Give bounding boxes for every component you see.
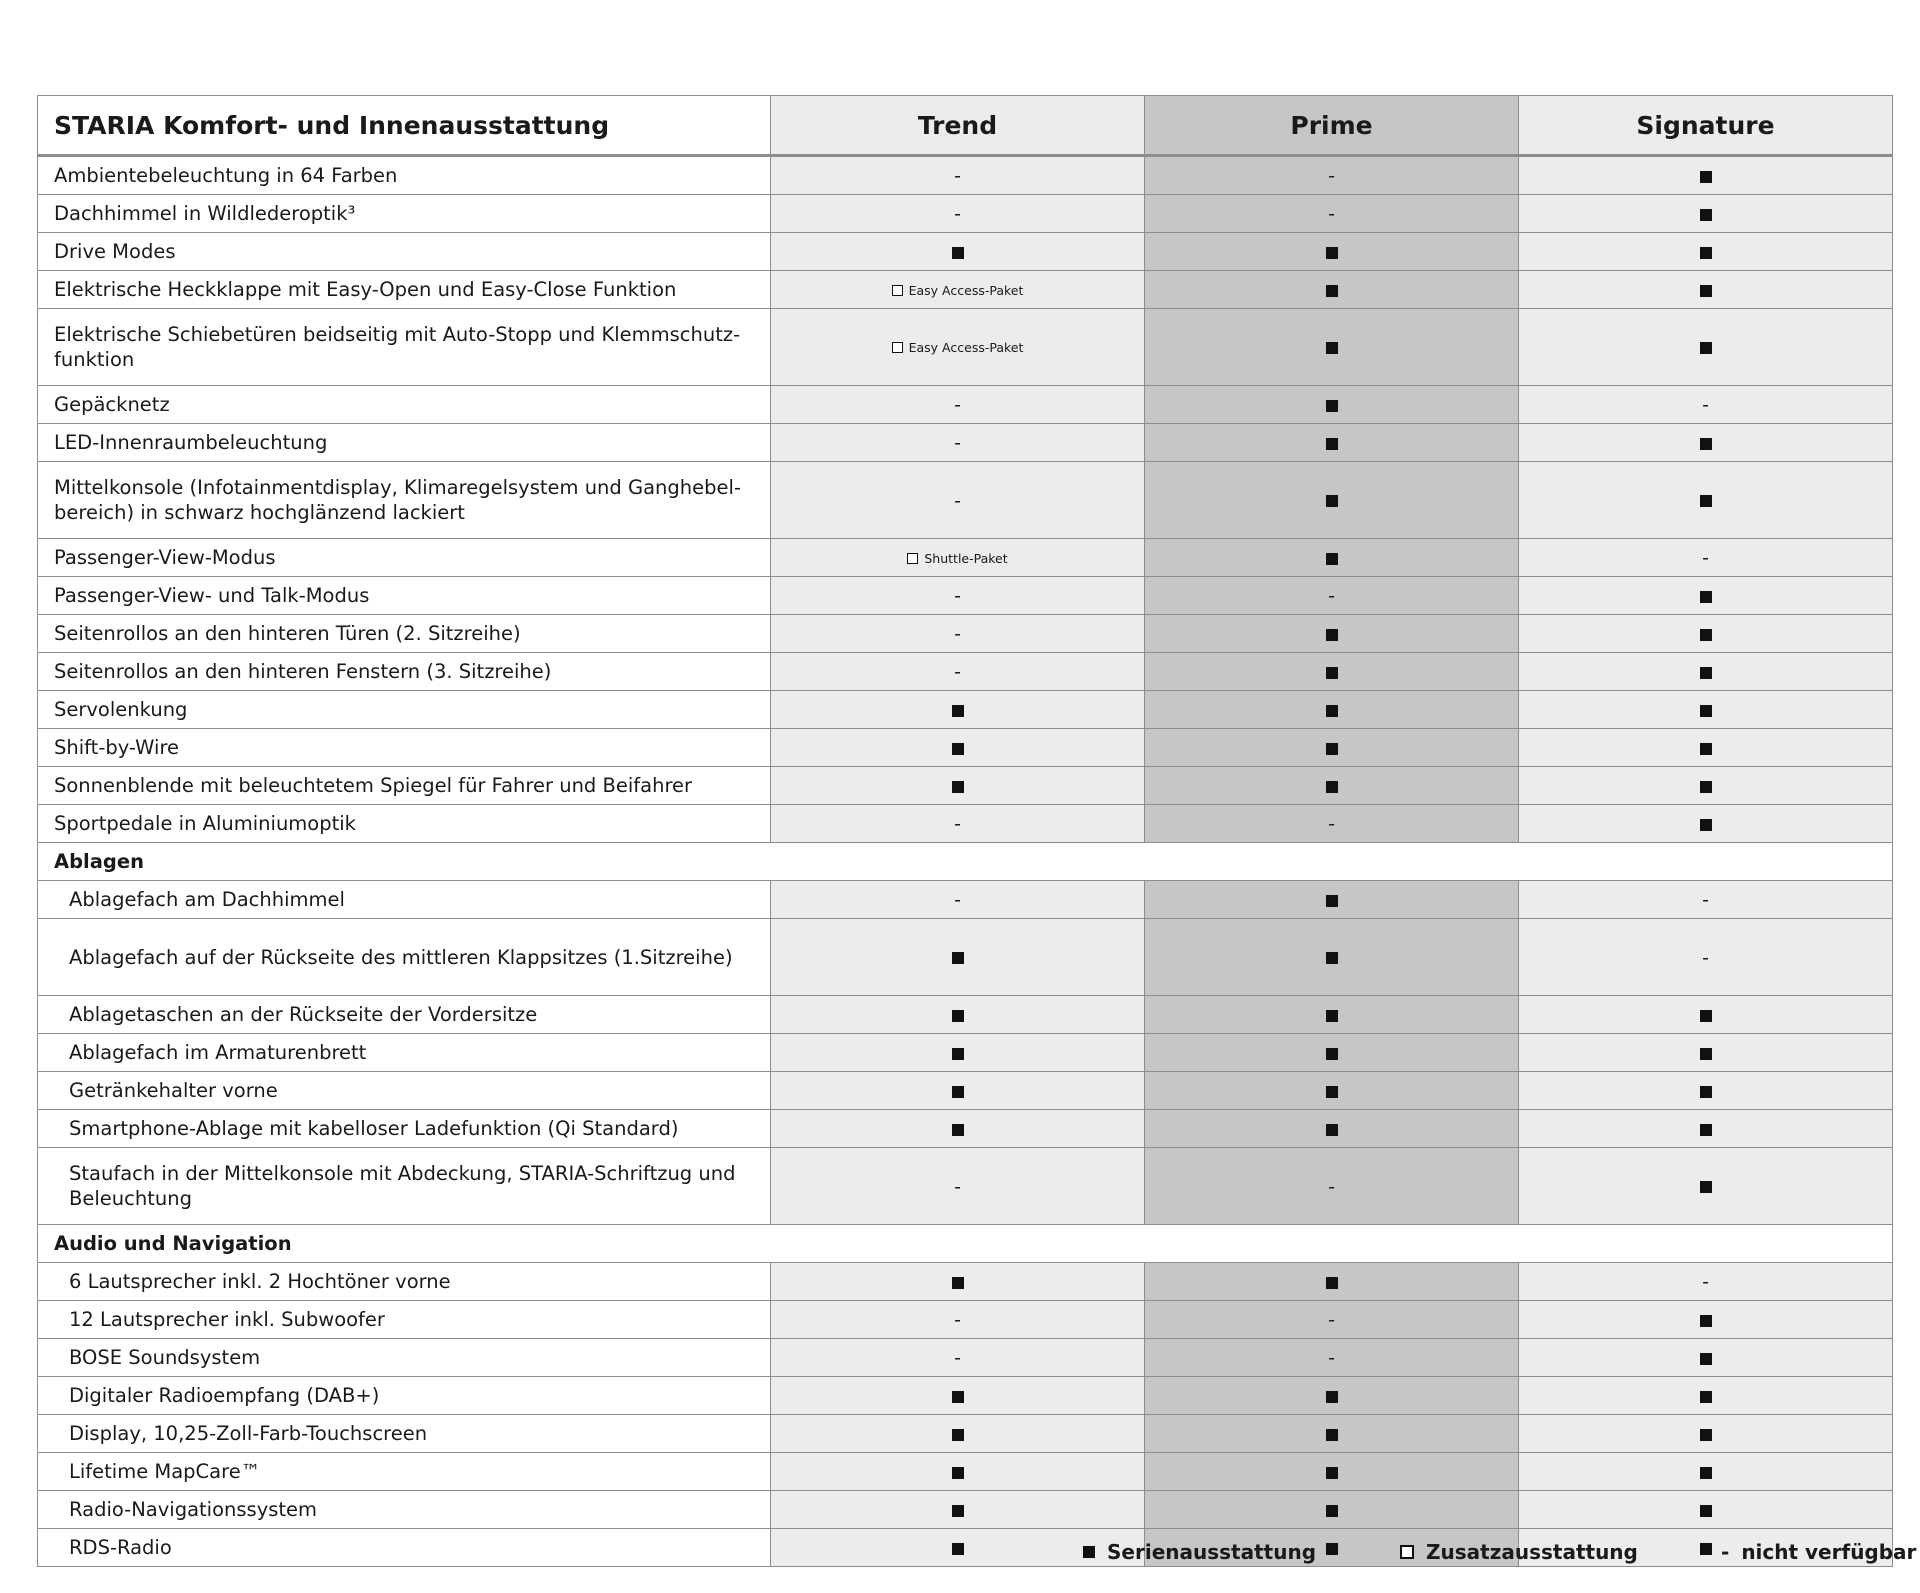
filled-square-icon xyxy=(1700,1124,1712,1136)
filled-square-icon xyxy=(952,952,964,964)
filled-square-icon xyxy=(1700,1086,1712,1098)
feature-label: Drive Modes xyxy=(38,233,771,271)
table-row xyxy=(38,691,1893,729)
value-cell-prime xyxy=(1145,1415,1519,1453)
value-cell-signature xyxy=(1519,271,1893,309)
filled-square-icon xyxy=(952,1124,964,1136)
filled-square-icon xyxy=(1326,667,1338,679)
value-cell-signature xyxy=(1519,1263,1893,1301)
table-header-row xyxy=(38,96,1893,156)
package-label: Shuttle-Paket xyxy=(924,550,1008,566)
feature-label: BOSE Soundsystem xyxy=(38,1339,771,1377)
table-row xyxy=(38,615,1893,653)
filled-square-icon xyxy=(952,1086,964,1098)
filled-square-icon xyxy=(952,1467,964,1479)
filled-square-icon xyxy=(1326,895,1338,907)
value-cell-prime xyxy=(1145,919,1519,996)
legend-standard-label: Serienausstattung xyxy=(1107,1540,1317,1564)
empty-square-icon xyxy=(1400,1545,1414,1559)
dash-icon: - xyxy=(954,1175,961,1198)
filled-square-icon xyxy=(1326,1048,1338,1060)
value-cell-signature xyxy=(1519,424,1893,462)
table-row xyxy=(38,577,1893,615)
value-cell-prime xyxy=(1145,1110,1519,1148)
feature-label: Ablagefach am Dachhimmel xyxy=(38,881,771,919)
table-row xyxy=(38,271,1893,309)
value-cell-trend xyxy=(771,1339,1145,1377)
feature-label: Ablagefach im Armaturenbrett xyxy=(38,1034,771,1072)
optional-package xyxy=(892,335,1024,360)
value-cell-signature xyxy=(1519,691,1893,729)
value-cell-prime xyxy=(1145,691,1519,729)
dash-icon: - xyxy=(1702,946,1709,969)
value-cell-signature xyxy=(1519,539,1893,577)
filled-square-icon xyxy=(1326,495,1338,507)
table-row xyxy=(38,1034,1893,1072)
filled-square-icon xyxy=(1700,743,1712,755)
feature-label: Passenger-View-Modus xyxy=(38,539,771,577)
dash-icon: - xyxy=(1702,1271,1709,1293)
value-cell-prime xyxy=(1145,539,1519,577)
dash-icon: - xyxy=(1328,165,1335,187)
value-cell-signature xyxy=(1519,156,1893,195)
filled-square-icon xyxy=(1700,209,1712,221)
value-cell-trend xyxy=(771,881,1145,919)
value-cell-signature xyxy=(1519,195,1893,233)
feature-label: Shift-by-Wire xyxy=(38,729,771,767)
table-row xyxy=(38,539,1893,577)
filled-square-icon xyxy=(1700,1048,1712,1060)
value-cell-prime xyxy=(1145,881,1519,919)
filled-square-icon xyxy=(952,1505,964,1517)
feature-label: Elektrische Heckklappe mit Easy-Open und Easy-Close Funktion xyxy=(38,271,771,309)
value-cell-prime xyxy=(1145,805,1519,843)
feature-label: Elektrische Schiebetüren beidseitig mit Auto-Stopp und Klemmschutz-funktion xyxy=(38,309,771,386)
column-header-signature: Signature xyxy=(1519,96,1893,156)
table-row xyxy=(38,195,1893,233)
dash-icon: - xyxy=(954,585,961,607)
filled-square-icon xyxy=(1700,495,1712,507)
feature-label: Ablagefach auf der Rückseite des mittleren Klappsitzes (1.Sitzreihe) xyxy=(38,919,771,996)
value-cell-trend xyxy=(771,156,1145,195)
value-cell-prime xyxy=(1145,577,1519,615)
filled-square-icon xyxy=(1700,1315,1712,1327)
empty-square-icon xyxy=(892,342,903,353)
value-cell-trend xyxy=(771,919,1145,996)
dash-icon: - xyxy=(954,623,961,645)
value-cell-trend xyxy=(771,1377,1145,1415)
table-row xyxy=(38,1072,1893,1110)
package-label: Easy Access-Paket xyxy=(908,282,1024,298)
feature-label: RDS-Radio xyxy=(38,1529,771,1567)
table-row xyxy=(38,386,1893,424)
value-cell-trend xyxy=(771,1301,1145,1339)
legend-item-optional xyxy=(1400,1540,1638,1564)
dash-icon: - xyxy=(1702,547,1709,569)
value-cell-prime xyxy=(1145,1034,1519,1072)
feature-label: Getränkehalter vorne xyxy=(38,1072,771,1110)
value-cell-prime xyxy=(1145,1339,1519,1377)
value-cell-trend xyxy=(771,767,1145,805)
value-cell-prime xyxy=(1145,271,1519,309)
feature-label: Display, 10,25-Zoll-Farb-Touchscreen xyxy=(38,1415,771,1453)
dash-icon: - xyxy=(954,1309,961,1331)
value-cell-signature xyxy=(1519,577,1893,615)
value-cell-signature xyxy=(1519,462,1893,539)
value-cell-trend xyxy=(771,577,1145,615)
value-cell-signature xyxy=(1519,729,1893,767)
table-row xyxy=(38,1148,1893,1225)
value-cell-trend xyxy=(771,309,1145,386)
value-cell-signature xyxy=(1519,767,1893,805)
value-cell-trend xyxy=(771,1415,1145,1453)
value-cell-prime xyxy=(1145,156,1519,195)
dash-icon: - xyxy=(1721,1540,1730,1564)
legend-unavailable-label: nicht verfügbar xyxy=(1741,1540,1917,1564)
table-row xyxy=(38,1339,1893,1377)
dash-icon: - xyxy=(954,1347,961,1369)
value-cell-signature xyxy=(1519,1415,1893,1453)
feature-label: Staufach in der Mittelkonsole mit Abdeckung, STARIA-Schriftzug und Beleuchtung xyxy=(38,1148,771,1225)
package-label: Easy Access-Paket xyxy=(908,340,1024,355)
value-cell-signature xyxy=(1519,1072,1893,1110)
value-cell-prime xyxy=(1145,767,1519,805)
filled-square-icon xyxy=(952,247,964,259)
dash-icon: - xyxy=(1328,813,1335,835)
value-cell-prime xyxy=(1145,424,1519,462)
filled-square-icon xyxy=(1326,952,1338,964)
filled-square-icon xyxy=(952,1277,964,1289)
legend-item-standard xyxy=(1083,1540,1316,1564)
value-cell-trend xyxy=(771,539,1145,577)
filled-square-icon xyxy=(1700,1505,1712,1517)
feature-label: Radio-Navigationssystem xyxy=(38,1491,771,1529)
value-cell-prime xyxy=(1145,1491,1519,1529)
feature-label: Digitaler Radioempfang (DAB+) xyxy=(38,1377,771,1415)
value-cell-trend xyxy=(771,615,1145,653)
value-cell-prime xyxy=(1145,1453,1519,1491)
value-cell-prime xyxy=(1145,1263,1519,1301)
table-row xyxy=(38,996,1893,1034)
feature-label: Seitenrollos an den hinteren Türen (2. Sitzreihe) xyxy=(38,615,771,653)
table-row xyxy=(38,462,1893,539)
filled-square-icon xyxy=(1700,247,1712,259)
value-cell-prime xyxy=(1145,462,1519,539)
filled-square-icon xyxy=(1700,1391,1712,1403)
filled-square-icon xyxy=(1326,1391,1338,1403)
table-row xyxy=(38,1415,1893,1453)
value-cell-prime xyxy=(1145,996,1519,1034)
value-cell-signature xyxy=(1519,1377,1893,1415)
dash-icon: - xyxy=(954,661,961,683)
value-cell-signature xyxy=(1519,1491,1893,1529)
filled-square-icon xyxy=(1326,1277,1338,1289)
filled-square-icon xyxy=(952,1429,964,1441)
feature-label: LED-Innenraumbeleuchtung xyxy=(38,424,771,462)
value-cell-prime xyxy=(1145,729,1519,767)
filled-square-icon xyxy=(1700,591,1712,603)
value-cell-signature xyxy=(1519,1339,1893,1377)
value-cell-trend xyxy=(771,386,1145,424)
value-cell-trend xyxy=(771,805,1145,843)
filled-square-icon xyxy=(952,705,964,717)
feature-label: Smartphone-Ablage mit kabelloser Ladefunktion (Qi Standard) xyxy=(38,1110,771,1148)
filled-square-icon xyxy=(1326,781,1338,793)
value-cell-signature xyxy=(1519,615,1893,653)
table-row xyxy=(38,919,1893,996)
feature-label: Servolenkung xyxy=(38,691,771,729)
table-row xyxy=(38,653,1893,691)
value-cell-prime xyxy=(1145,1301,1519,1339)
filled-square-icon xyxy=(1700,667,1712,679)
filled-square-icon xyxy=(1700,1181,1712,1193)
value-cell-trend xyxy=(771,729,1145,767)
filled-square-icon xyxy=(1700,781,1712,793)
table-row xyxy=(38,881,1893,919)
equipment-table xyxy=(37,95,1893,1567)
value-cell-signature xyxy=(1519,386,1893,424)
value-cell-prime xyxy=(1145,195,1519,233)
filled-square-icon xyxy=(1700,629,1712,641)
filled-square-icon xyxy=(1326,285,1338,297)
table-row xyxy=(38,767,1893,805)
feature-label: Lifetime MapCare™ xyxy=(38,1453,771,1491)
filled-square-icon xyxy=(1700,1010,1712,1022)
dash-icon: - xyxy=(1328,1347,1335,1369)
value-cell-trend xyxy=(771,424,1145,462)
dash-icon: - xyxy=(954,489,961,512)
filled-square-icon xyxy=(1326,438,1338,450)
filled-square-icon xyxy=(1700,342,1712,354)
value-cell-signature xyxy=(1519,309,1893,386)
value-cell-trend xyxy=(771,996,1145,1034)
value-cell-signature xyxy=(1519,1148,1893,1225)
filled-square-icon xyxy=(1326,247,1338,259)
table-row xyxy=(38,424,1893,462)
table-row xyxy=(38,1263,1893,1301)
column-header-trend: Trend xyxy=(771,96,1145,156)
table-row xyxy=(38,1453,1893,1491)
value-cell-signature xyxy=(1519,919,1893,996)
table-row xyxy=(38,1110,1893,1148)
filled-square-icon xyxy=(1326,342,1338,354)
dash-icon: - xyxy=(1702,889,1709,911)
section-title: Audio und Navigation xyxy=(38,1225,1893,1263)
value-cell-trend xyxy=(771,653,1145,691)
value-cell-signature xyxy=(1519,1301,1893,1339)
value-cell-prime xyxy=(1145,1377,1519,1415)
table-row xyxy=(38,1491,1893,1529)
dash-icon: - xyxy=(1328,1309,1335,1331)
value-cell-signature xyxy=(1519,1034,1893,1072)
filled-square-icon xyxy=(1326,1086,1338,1098)
column-header-prime: Prime xyxy=(1145,96,1519,156)
table-row xyxy=(38,156,1893,195)
value-cell-prime xyxy=(1145,233,1519,271)
filled-square-icon xyxy=(1326,553,1338,565)
feature-label: Gepäcknetz xyxy=(38,386,771,424)
dash-icon: - xyxy=(954,165,961,187)
optional-package xyxy=(892,278,1024,303)
filled-square-icon xyxy=(1326,629,1338,641)
dash-icon: - xyxy=(954,203,961,225)
filled-square-icon xyxy=(1700,1429,1712,1441)
table-body xyxy=(38,156,1893,1567)
value-cell-prime xyxy=(1145,1072,1519,1110)
value-cell-signature xyxy=(1519,996,1893,1034)
value-cell-prime xyxy=(1145,386,1519,424)
value-cell-prime xyxy=(1145,653,1519,691)
value-cell-trend xyxy=(771,1148,1145,1225)
filled-square-icon xyxy=(1326,743,1338,755)
dash-icon: - xyxy=(1328,1175,1335,1198)
section-header-row xyxy=(38,1225,1893,1263)
empty-square-icon xyxy=(892,285,903,296)
empty-square-icon xyxy=(907,553,918,564)
feature-label: Seitenrollos an den hinteren Fenstern (3. Sitzreihe) xyxy=(38,653,771,691)
value-cell-trend xyxy=(771,1453,1145,1491)
feature-label: Sportpedale in Aluminiumoptik xyxy=(38,805,771,843)
value-cell-signature xyxy=(1519,653,1893,691)
filled-square-icon xyxy=(952,781,964,793)
value-cell-trend xyxy=(771,1263,1145,1301)
feature-label: Sonnenblende mit beleuchtetem Spiegel für Fahrer und Beifahrer xyxy=(38,767,771,805)
filled-square-icon xyxy=(1700,438,1712,450)
value-cell-trend xyxy=(771,195,1145,233)
filled-square-icon xyxy=(1700,285,1712,297)
optional-package xyxy=(907,546,1007,571)
legend-optional-label: Zusatzausstattung xyxy=(1426,1540,1638,1564)
table-row xyxy=(38,729,1893,767)
value-cell-trend xyxy=(771,462,1145,539)
filled-square-icon xyxy=(1326,705,1338,717)
filled-square-icon xyxy=(952,1048,964,1060)
value-cell-prime xyxy=(1145,1148,1519,1225)
value-cell-trend xyxy=(771,1072,1145,1110)
filled-square-icon xyxy=(1083,1546,1095,1558)
feature-label: 12 Lautsprecher inkl. Subwoofer xyxy=(38,1301,771,1339)
filled-square-icon xyxy=(1326,400,1338,412)
filled-square-icon xyxy=(1326,1467,1338,1479)
dash-icon: - xyxy=(954,432,961,454)
filled-square-icon xyxy=(1326,1505,1338,1517)
filled-square-icon xyxy=(1326,1124,1338,1136)
value-cell-trend xyxy=(771,691,1145,729)
value-cell-signature xyxy=(1519,1110,1893,1148)
value-cell-signature xyxy=(1519,805,1893,843)
dash-icon: - xyxy=(954,889,961,911)
value-cell-signature xyxy=(1519,233,1893,271)
feature-label: Dachhimmel in Wildlederoptik³ xyxy=(38,195,771,233)
value-cell-trend xyxy=(771,233,1145,271)
filled-square-icon xyxy=(1700,171,1712,183)
filled-square-icon xyxy=(952,1010,964,1022)
feature-label: Mittelkonsole (Infotainmentdisplay, Klimaregelsystem und Ganghebel-bereich) in schwarz hochglänzend lackiert xyxy=(38,462,771,539)
dash-icon: - xyxy=(1702,394,1709,416)
legend-item-unavailable xyxy=(1721,1540,1916,1564)
table-title: STARIA Komfort- und Innenausstattung xyxy=(38,96,771,156)
value-cell-prime xyxy=(1145,615,1519,653)
filled-square-icon xyxy=(1326,1010,1338,1022)
filled-square-icon xyxy=(1700,819,1712,831)
dash-icon: - xyxy=(1328,585,1335,607)
value-cell-trend xyxy=(771,1491,1145,1529)
table-row xyxy=(38,233,1893,271)
value-cell-trend xyxy=(771,1110,1145,1148)
filled-square-icon xyxy=(1700,705,1712,717)
section-title: Ablagen xyxy=(38,843,1893,881)
table-row xyxy=(38,1301,1893,1339)
feature-label: 6 Lautsprecher inkl. 2 Hochtöner vorne xyxy=(38,1263,771,1301)
feature-label: Ambientebeleuchtung in 64 Farben xyxy=(38,156,771,195)
value-cell-trend xyxy=(771,271,1145,309)
dash-icon: - xyxy=(1328,203,1335,225)
feature-label: Passenger-View- und Talk-Modus xyxy=(38,577,771,615)
value-cell-signature xyxy=(1519,881,1893,919)
filled-square-icon xyxy=(1326,1429,1338,1441)
feature-label: Ablagetaschen an der Rückseite der Vordersitze xyxy=(38,996,771,1034)
filled-square-icon xyxy=(952,743,964,755)
filled-square-icon xyxy=(1700,1467,1712,1479)
filled-square-icon xyxy=(952,1391,964,1403)
dash-icon: - xyxy=(954,813,961,835)
value-cell-prime xyxy=(1145,309,1519,386)
table-row xyxy=(38,805,1893,843)
value-cell-trend xyxy=(771,1034,1145,1072)
table-row xyxy=(38,1377,1893,1415)
filled-square-icon xyxy=(1700,1353,1712,1365)
legend xyxy=(0,1540,1920,1570)
dash-icon: - xyxy=(954,394,961,416)
section-header-row xyxy=(38,843,1893,881)
value-cell-signature xyxy=(1519,1453,1893,1491)
table-row xyxy=(38,309,1893,386)
